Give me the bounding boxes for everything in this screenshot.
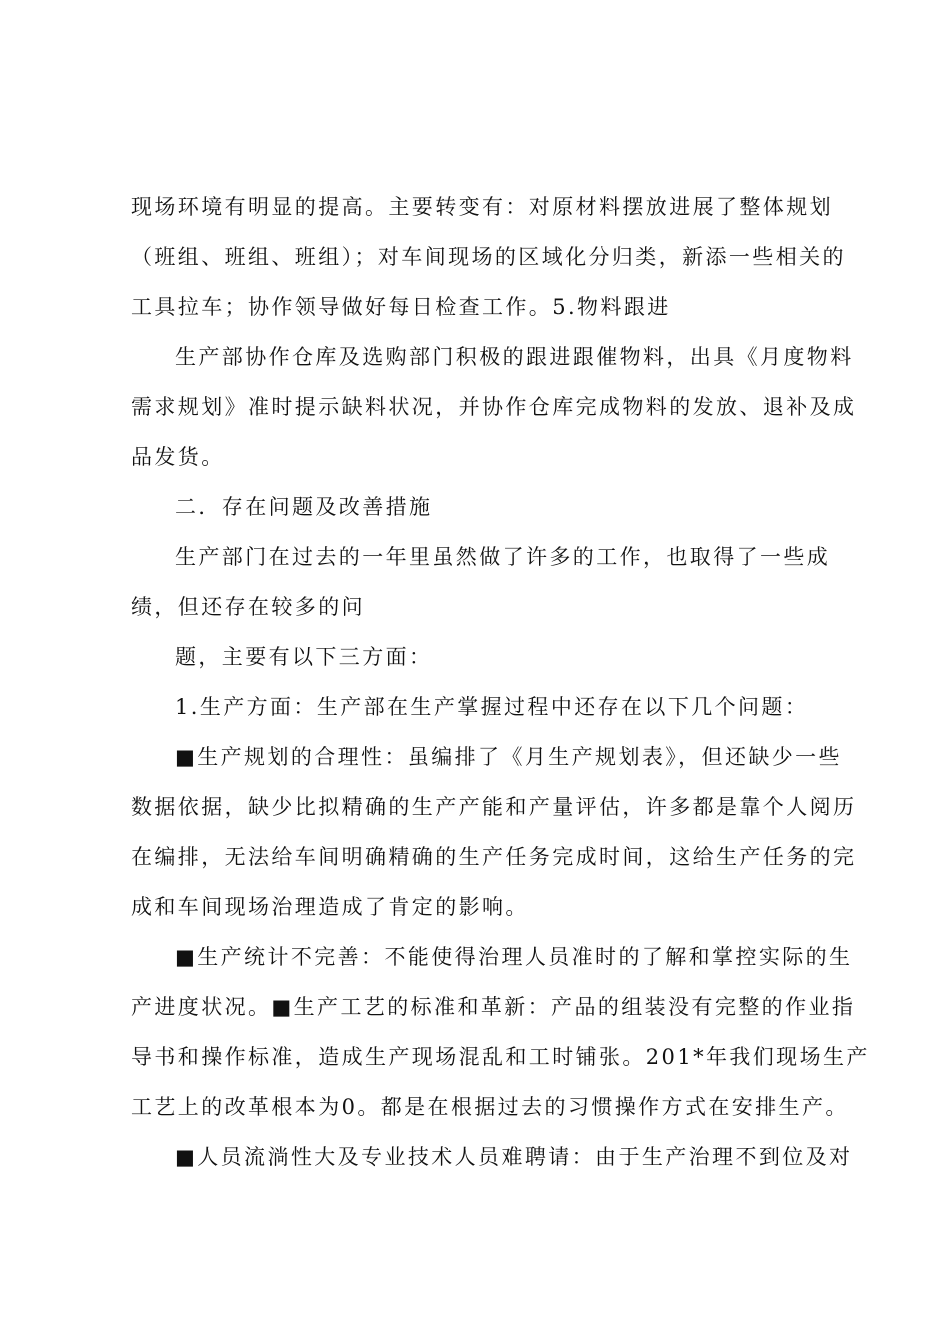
text-line: 生产部协作仓库及选购部门积极的跟进跟催物料，出具《月度物料	[175, 345, 854, 369]
text-line: 绩，但还存在较多的问	[131, 595, 365, 619]
text-line: 在编排，无法给车间明确精确的生产任务完成时间，这给生产任务的完	[131, 845, 857, 869]
text-line: 数据依据，缺少比拟精确的生产产能和产量评估，许多都是靠个人阅历	[131, 795, 857, 819]
text-line: 生产部门在过去的一年里虽然做了许多的工作，也取得了一些成	[175, 545, 831, 569]
text-line: 工艺上的改革根本为0。都是在根据过去的习惯操作方式在安排生产。	[131, 1095, 849, 1119]
text-line: 产进度状况。■生产工艺的标准和革新：产品的组装没有完整的作业指	[131, 995, 856, 1019]
text-line: 题，主要有以下三方面：	[175, 645, 433, 669]
text-line: 品发货。	[131, 445, 225, 469]
section-heading: 二．存在问题及改善措施	[175, 495, 433, 519]
text-line: （班组、班组、班组）；对车间现场的区域化分归类，新添一些相关的	[131, 245, 846, 269]
text-line: ■生产规划的合理性：虽编排了《月生产规划表》，但还缺少一些	[175, 745, 842, 769]
text-line: 1.生产方面：生产部在生产掌握过程中还存在以下几个问题：	[175, 695, 809, 719]
text-line: ■人员流淌性大及专业技术人员难聘请：由于生产治理不到位及对	[175, 1145, 853, 1169]
text-line: 需求规划》准时提示缺料状况，并协作仓库完成物料的发放、退补及成	[131, 395, 857, 419]
text-line: 现场环境有明显的提高。主要转变有：对原材料摆放进展了整体规划	[131, 195, 833, 219]
text-line: 导书和操作标准，造成生产现场混乱和工时铺张。201*年我们现场生产	[131, 1045, 870, 1069]
text-line: 工具拉车；协作领导做好每日检查工作。5.物料跟进	[131, 295, 671, 319]
text-line: ■生产统计不完善：不能使得治理人员准时的了解和掌控实际的生	[175, 945, 853, 969]
text-line: 成和车间现场治理造成了肯定的影响。	[131, 895, 529, 919]
